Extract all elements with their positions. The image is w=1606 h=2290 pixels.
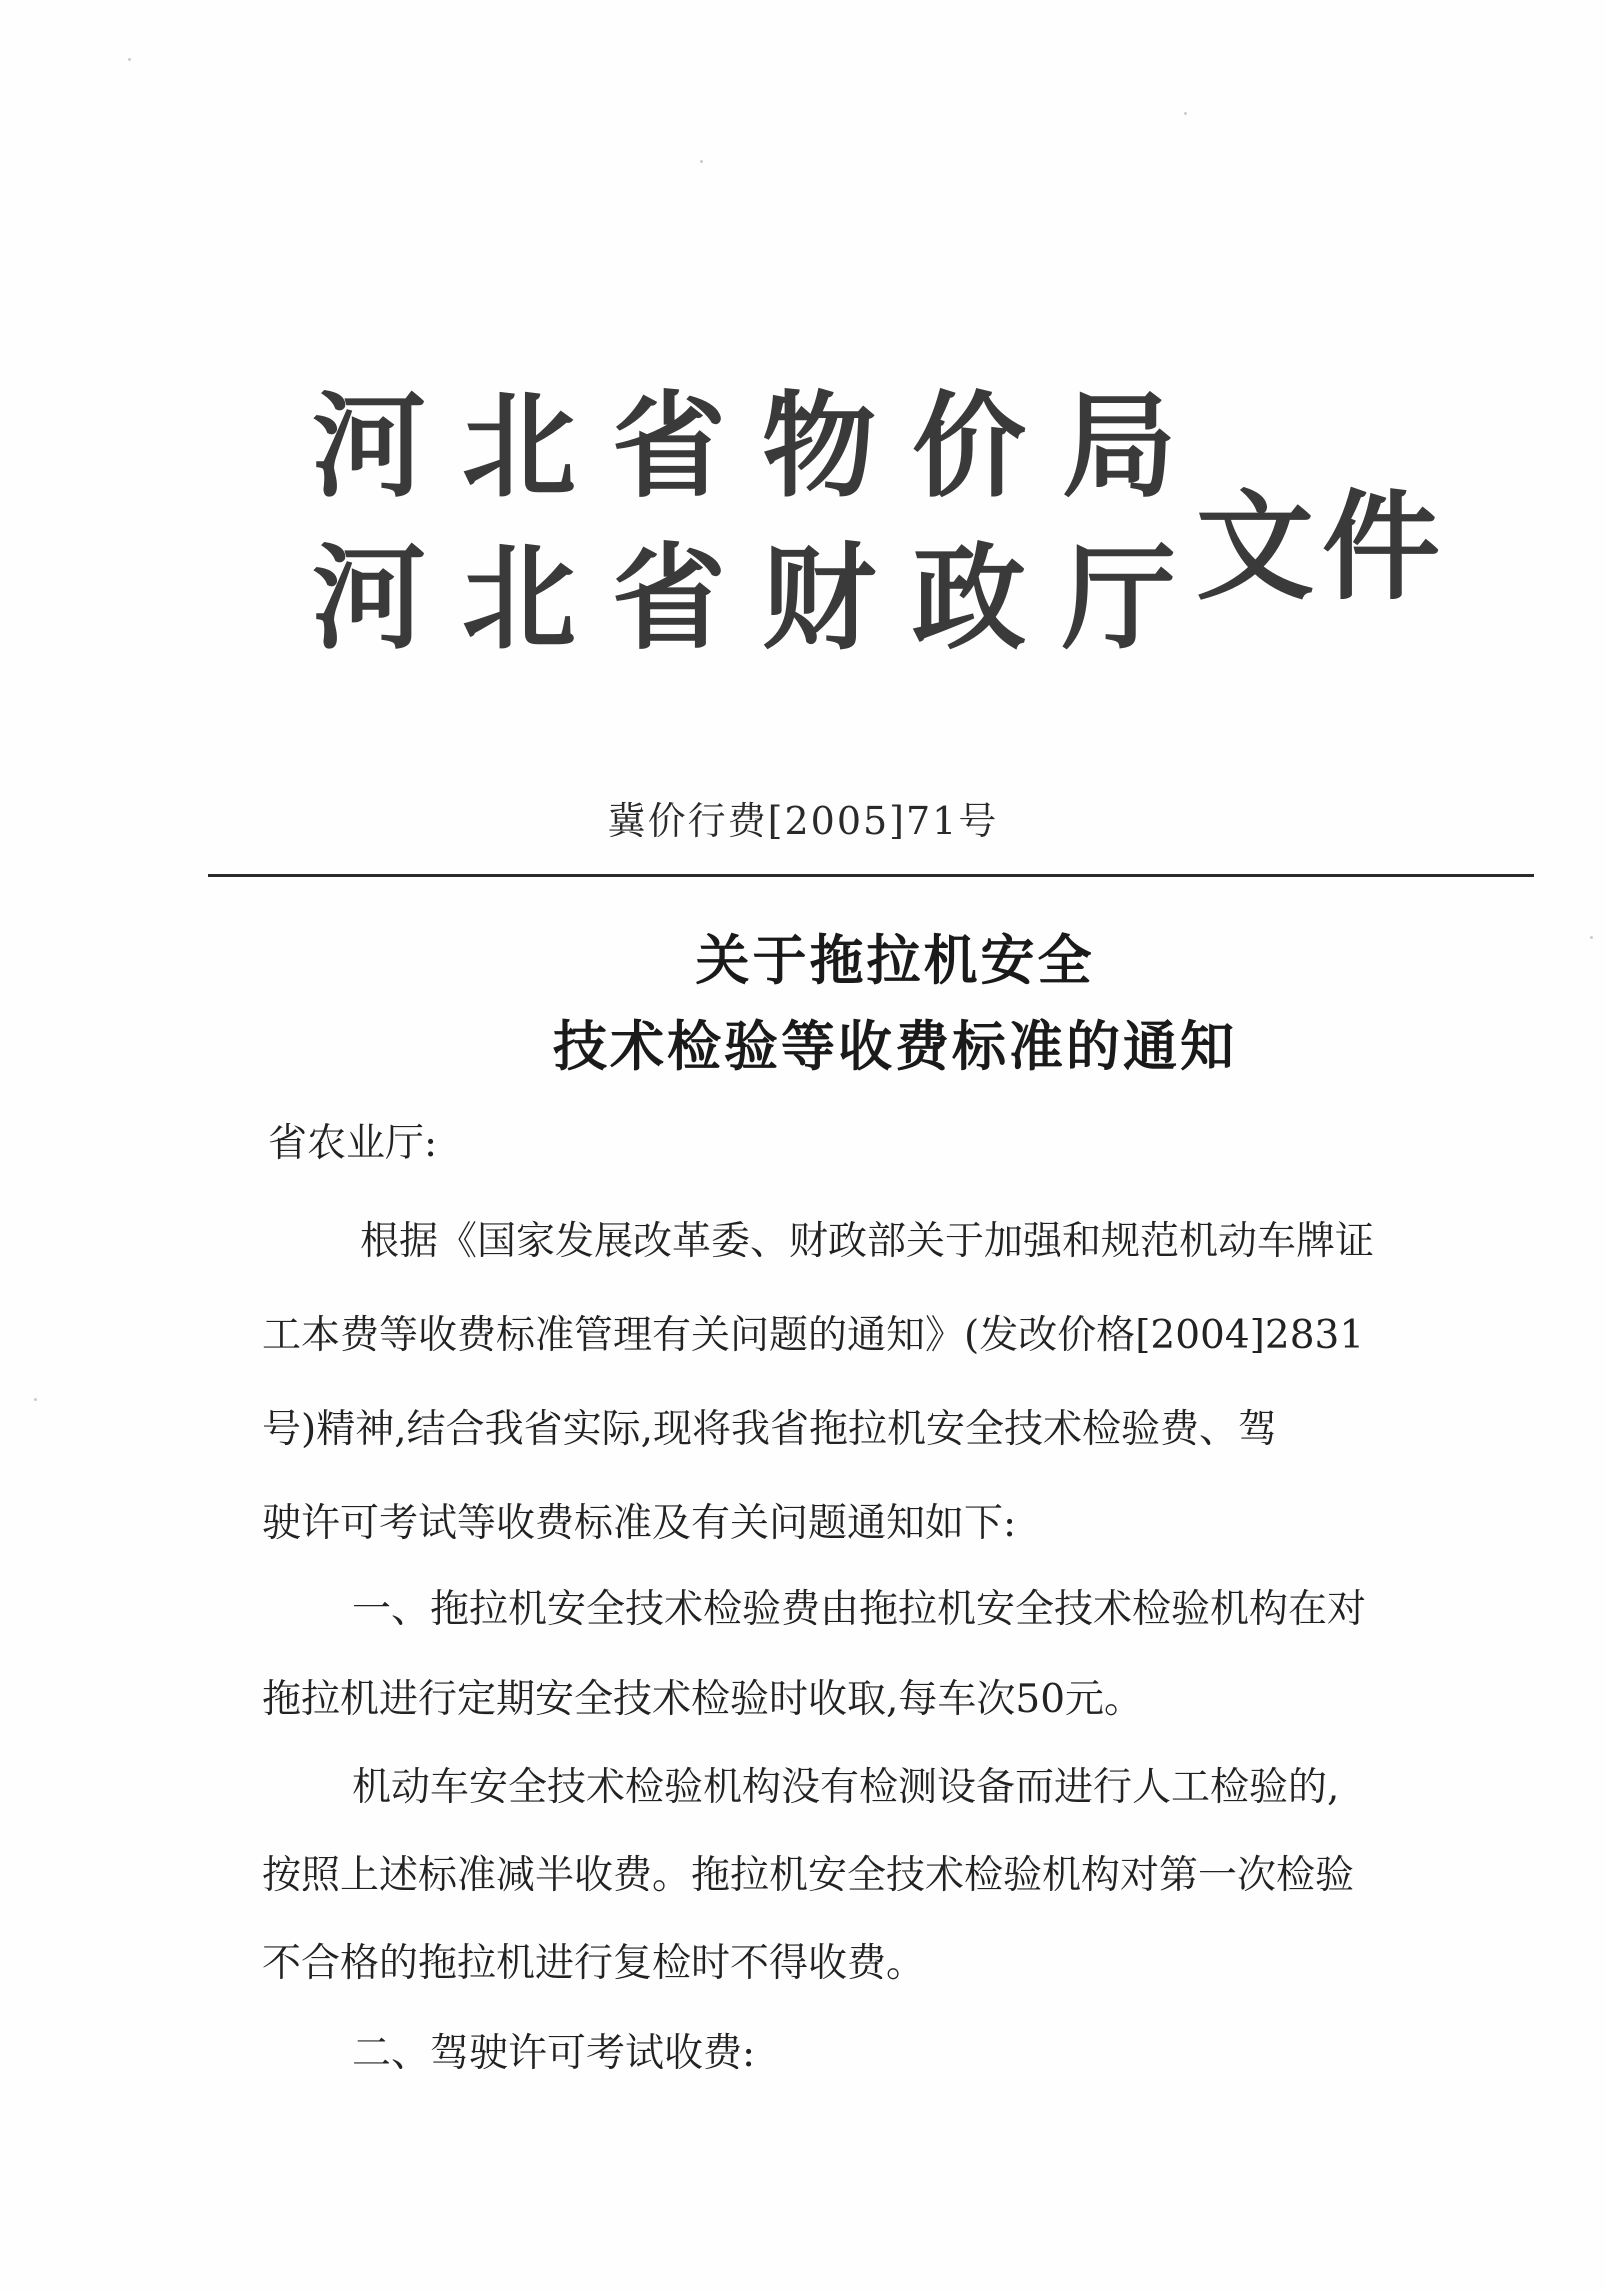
- header-divider: [208, 874, 1534, 877]
- paragraph-line: 一、拖拉机安全技术检验费由拖拉机安全技术检验机构在对: [352, 1587, 1367, 1632]
- issuing-authorities: [312, 370, 1213, 674]
- document-number: 冀价行费[2005]71号: [607, 799, 999, 843]
- document-title-line-1: 关于拖拉机安全: [695, 929, 1095, 992]
- addressee: 省农业厅:: [268, 1121, 438, 1166]
- paragraph-line: 根据《国家发展改革委、财政部关于加强和规范机动车牌证: [360, 1219, 1375, 1264]
- paragraph-line: 拖拉机进行定期安全技术检验时收取,每车次50元。: [262, 1677, 1144, 1722]
- document-title-line-2: 技术检验等收费标准的通知: [553, 1015, 1237, 1078]
- issuer-finance-department: 河北省财政厅: [312, 531, 1213, 665]
- paragraph-line: 二、驾驶许可考试收费:: [352, 2031, 756, 2076]
- paragraph-line: 号)精神,结合我省实际,现将我省拖拉机安全技术检验费、驾: [262, 1407, 1278, 1452]
- paragraph-line: 工本费等收费标准管理有关问题的通知》(发改价格[2004]2831: [262, 1313, 1365, 1358]
- paragraph-line: 机动车安全技术检验机构没有检测设备而进行人工检验的,: [352, 1765, 1340, 1810]
- issuer-price-bureau: 河北省物价局: [312, 379, 1213, 513]
- scan-speck: [34, 1398, 37, 1401]
- scan-speck: [1184, 112, 1187, 115]
- scan-speck: [128, 58, 131, 61]
- scan-speck: [700, 160, 703, 163]
- document-word: 文件: [1196, 477, 1449, 616]
- paragraph-line: 驶许可考试等收费标准及有关问题通知如下:: [262, 1501, 1017, 1546]
- paragraph-line: 不合格的拖拉机进行复检时不得收费。: [262, 1941, 926, 1986]
- paragraph-line: 按照上述标准减半收费。拖拉机安全技术检验机构对第一次检验: [262, 1853, 1355, 1898]
